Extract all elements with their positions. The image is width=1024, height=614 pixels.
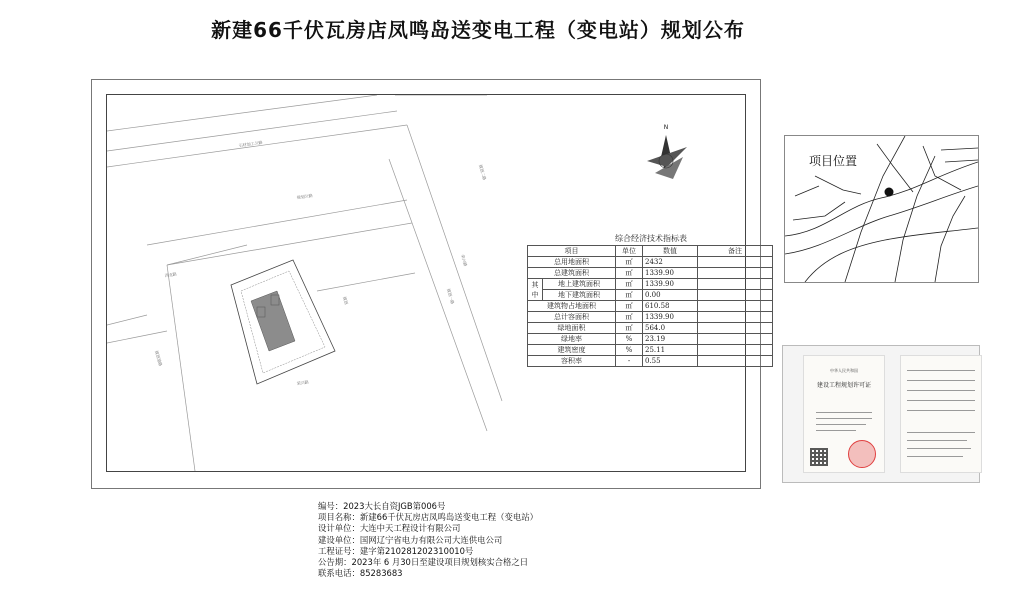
location-label: 项目位置 bbox=[809, 154, 858, 168]
permit-title: 建设工程规划许可证 bbox=[816, 382, 871, 389]
north-arrow-icon bbox=[647, 124, 687, 179]
row-note bbox=[698, 290, 773, 301]
row-value: 610.58 bbox=[643, 301, 698, 312]
qr-code-icon bbox=[810, 448, 828, 466]
project-location-marker bbox=[885, 188, 894, 197]
row-name: 总计容面积 bbox=[528, 312, 616, 323]
row-unit: ㎡ bbox=[616, 323, 643, 334]
row-name: 总建筑面积 bbox=[528, 268, 616, 279]
table-row bbox=[528, 323, 773, 334]
official-seal-icon bbox=[848, 440, 876, 468]
header-unit: 单位 bbox=[616, 246, 643, 257]
row-name: 绿地率 bbox=[528, 334, 616, 345]
road-label-7: 规划道路 bbox=[154, 349, 164, 367]
row-name: 总用地面积 bbox=[528, 257, 616, 268]
row-unit: ㎡ bbox=[616, 312, 643, 323]
table-row bbox=[528, 268, 773, 279]
row-note bbox=[698, 323, 773, 334]
table-row bbox=[528, 290, 773, 301]
planning-permit-image bbox=[782, 345, 980, 483]
road-label-4: 西北路 bbox=[164, 271, 178, 278]
north-label: N bbox=[663, 124, 669, 131]
row-note bbox=[698, 279, 773, 290]
table-row bbox=[528, 334, 773, 345]
info-construction-unit: 建设单位：国网辽宁省电力有限公司大连供电公司 bbox=[318, 534, 503, 545]
site-plan-drawing bbox=[91, 79, 761, 489]
row-name: 地上建筑面积 bbox=[543, 279, 616, 290]
road-label-9: 规划 bbox=[342, 295, 350, 305]
row-unit: ㎡ bbox=[616, 268, 643, 279]
info-project-name: 项目名称：新建66千伏瓦房店凤鸣岛送变电工程（变电站） bbox=[318, 512, 539, 523]
road-label-1: 石材加工公路 bbox=[238, 139, 263, 148]
row-value: 564.0 bbox=[643, 323, 698, 334]
table-row bbox=[528, 312, 773, 323]
info-contact-phone: 联系电话：85283683 bbox=[318, 568, 403, 579]
row-value: 0.00 bbox=[643, 290, 698, 301]
row-unit: - bbox=[616, 356, 643, 367]
info-permit-number: 工程证号：建字第210281202310010号 bbox=[318, 545, 474, 556]
row-value: 25.11 bbox=[643, 345, 698, 356]
row-name: 地下建筑面积 bbox=[543, 290, 616, 301]
row-value: 1339.90 bbox=[643, 268, 698, 279]
info-design-unit: 设计单位：大连中天工程设计有限公司 bbox=[318, 523, 461, 534]
row-name: 绿地面积 bbox=[528, 323, 616, 334]
project-info-block bbox=[318, 501, 538, 579]
row-note bbox=[698, 312, 773, 323]
page-title: 新建66千伏瓦房店凤鸣岛送变电工程（变电站）规划公布 bbox=[211, 18, 745, 42]
row-value: 1339.90 bbox=[643, 279, 698, 290]
row-name: 建筑密度 bbox=[528, 345, 616, 356]
row-value: 0.55 bbox=[643, 356, 698, 367]
road-label-8: 荣兴路 bbox=[296, 379, 310, 386]
info-serial-number: 编号：2023大长自资JGB第006号 bbox=[318, 501, 446, 511]
row-note bbox=[698, 257, 773, 268]
row-unit: ㎡ bbox=[616, 257, 643, 268]
table-row bbox=[528, 345, 773, 356]
row-value: 1339.90 bbox=[643, 312, 698, 323]
row-name: 容积率 bbox=[528, 356, 616, 367]
drawing-border bbox=[106, 94, 746, 472]
permit-front-page bbox=[803, 355, 885, 473]
table-row bbox=[528, 279, 773, 290]
table-header-row bbox=[528, 246, 773, 257]
table-caption: 综合经济技术指标表 bbox=[615, 234, 687, 243]
row-unit: % bbox=[616, 345, 643, 356]
row-unit: ㎡ bbox=[616, 279, 643, 290]
road-label-3: 规划二路 bbox=[478, 163, 488, 181]
header-item: 项目 bbox=[528, 246, 616, 257]
tech-indicator-table bbox=[527, 245, 773, 367]
info-announcement-period: 公告期：2023年 6 月30日至建设项目规划核实合格之日 bbox=[318, 557, 529, 568]
row-note bbox=[698, 268, 773, 279]
location-map bbox=[784, 135, 979, 283]
permit-detail-page bbox=[900, 355, 982, 473]
table-row bbox=[528, 257, 773, 268]
row-note bbox=[698, 334, 773, 345]
row-note bbox=[698, 345, 773, 356]
road-label-6: 规划一路 bbox=[446, 287, 456, 305]
row-unit: % bbox=[616, 334, 643, 345]
road-lines bbox=[107, 95, 502, 471]
permit-header: 中华人民共和国 bbox=[830, 368, 858, 373]
table-row bbox=[528, 356, 773, 367]
row-note bbox=[698, 356, 773, 367]
header-value: 数值 bbox=[643, 246, 698, 257]
row-value: 2432 bbox=[643, 257, 698, 268]
row-value: 23.19 bbox=[643, 334, 698, 345]
substation-building bbox=[251, 291, 295, 351]
group-label-top: 其 bbox=[531, 280, 539, 289]
group-label bbox=[528, 279, 543, 301]
road-label-2: 规划公路 bbox=[296, 192, 313, 200]
header-note: 备注 bbox=[698, 246, 773, 257]
row-unit: ㎡ bbox=[616, 301, 643, 312]
table-row bbox=[528, 301, 773, 312]
row-unit: ㎡ bbox=[616, 290, 643, 301]
group-label-bottom: 中 bbox=[531, 290, 539, 299]
row-name: 建筑物占地面积 bbox=[528, 301, 616, 312]
road-label-5: 荣兴路 bbox=[460, 253, 469, 267]
row-note bbox=[698, 301, 773, 312]
